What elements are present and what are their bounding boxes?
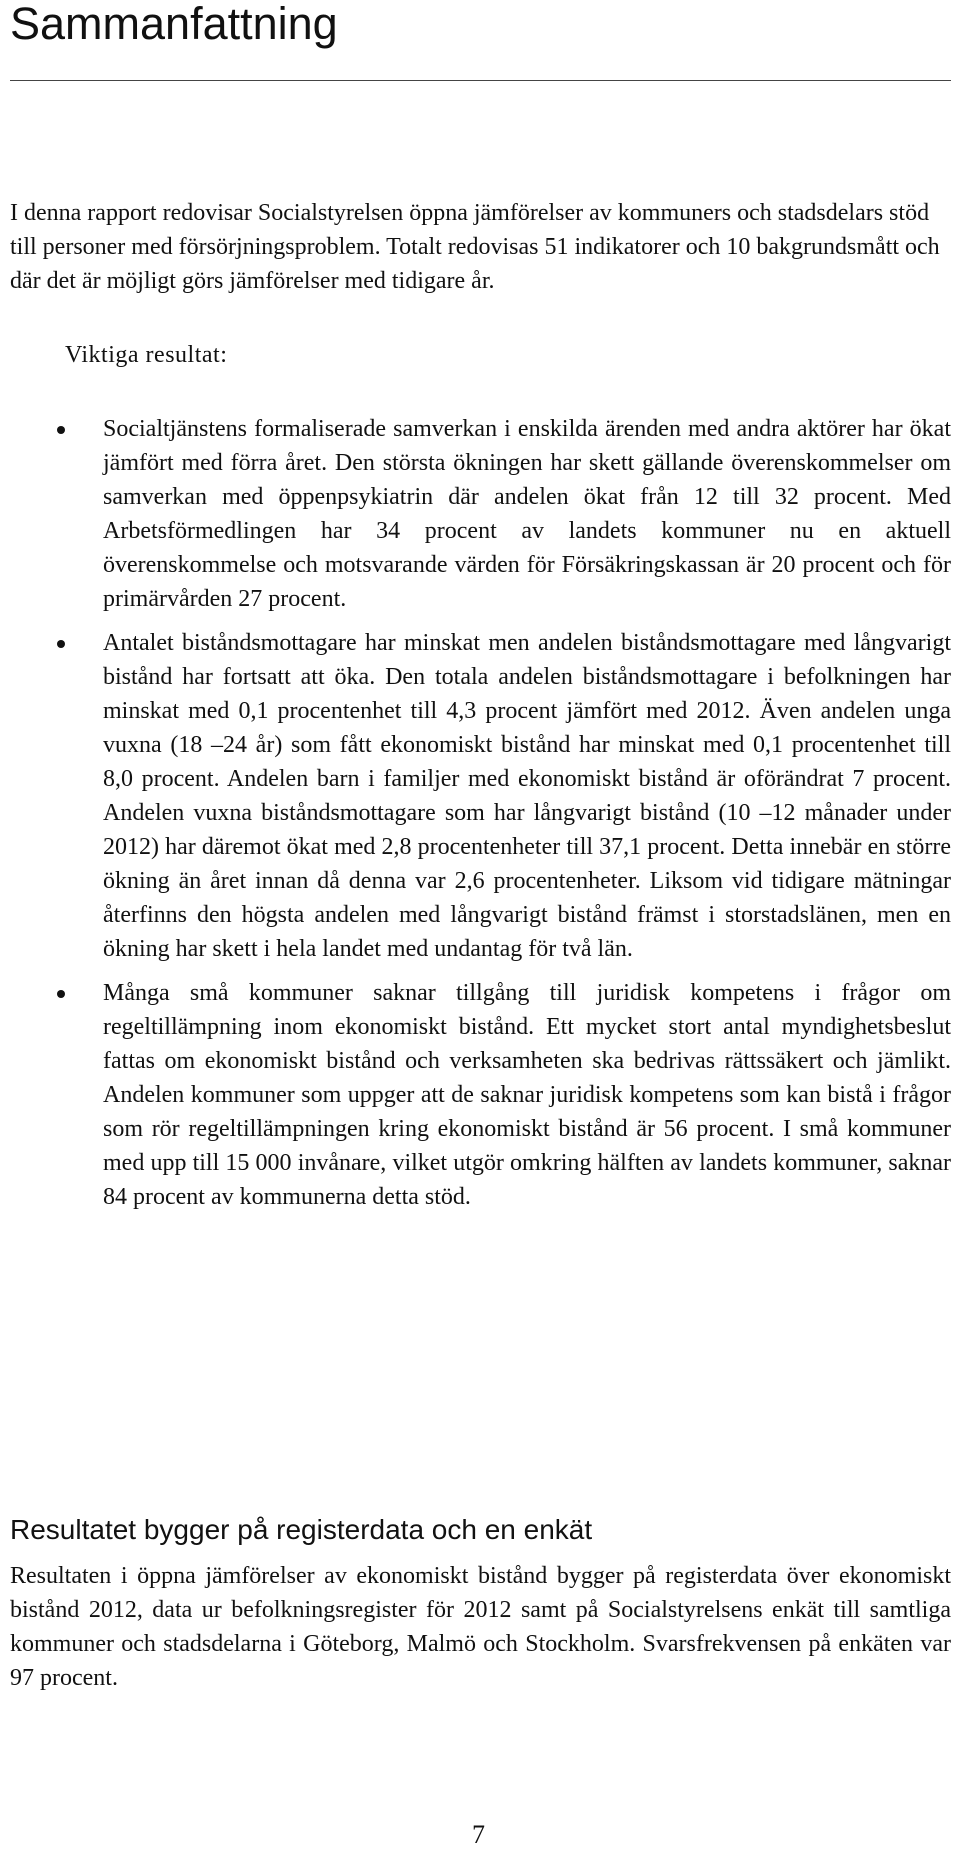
list-item-text: Socialtjänstens formaliserade samverkan i enskilda ärenden med andra aktörer har ökat jämfört med förra året. Den största ökningen har skett gällande överenskommelser om samverkan med öppenpsykiatrin där andelen ökat från 12 till 32 procent. Med Arbetsförmedlingen har 34 procent av landets kommuner nu en aktuell överenskommelse och motsvarande värden för Försäkringskassan är 20 procent och för primärvården 27 procent. <box>103 416 951 612</box>
section-paragraph: Resultaten i öppna jämförelser av ekonomiskt bistånd bygger på registerdata över ekonomiskt bistånd 2012, data ur befolkningsregister för 2012 samt på Socialstyrelsens enkät till samtliga kommuner och stadsdelarna i Göteborg, Malmö och Stockholm. Svarsfrekvensen på enkäten var 97 procent. <box>10 1563 951 1691</box>
bullet-icon <box>57 640 65 648</box>
results-list <box>10 412 951 1224</box>
list-item <box>10 626 951 966</box>
section-heading: Resultatet bygger på registerdata och en enkät <box>10 1514 593 1545</box>
page-title: Sammanfattning <box>10 0 338 49</box>
bullet-icon <box>57 426 65 434</box>
title-divider <box>10 80 951 81</box>
list-item-text: Många små kommuner saknar tillgång till juridisk kompetens i frågor om regeltillämpning inom ekonomiskt bistånd. Ett mycket stort antal myndighetsbeslut fattas om ekonomiskt bistånd och verksamheten ska bedrivas rättssäkert och jämlikt. Andelen kommuner som uppger att de saknar juridisk kompetens som kan bistå i frågor som rör regeltillämpningen kring ekonomiskt bistånd är 56 procent. I små kommuner med upp till 15 000 invånare, vilket utgör omkring hälften av landets kommuner, saknar 84 procent av kommunerna detta stöd. <box>103 980 951 1210</box>
intro-paragraph: I denna rapport redovisar Socialstyrelsen öppna jämförelser av kommuners och stadsdelars stöd till personer med försörjningsproblem. Totalt redovisas 51 indikatorer och 10 bakgrundsmått och där det är möjligt görs jämförelser med tidigare år. <box>10 200 940 294</box>
bullet-icon <box>57 990 65 998</box>
list-item <box>10 412 951 616</box>
list-item-text: Antalet biståndsmottagare har minskat men andelen biståndsmottagare med långvarigt bistånd har fortsatt att öka. Den totala andelen biståndsmottagare i befolkningen har minskat med 0,1 procentenhet till 4,3 procent jämfört med 2012. Även andelen unga vuxna (18 –24 år) som fått ekonomiskt bistånd har minskat med 0,1 procentenhet till 8,0 procent. Andelen barn i familjer med ekonomiskt bistånd är oförändrat 7 procent. Andelen vuxna biståndsmottagare som har långvarigt bistånd (10 –12 månader under 2012) har däremot ökat med 2,8 procentenheter till 37,1 procent. Detta innebär en större ökning än året innan då denna var 2,6 procentenheter. Liksom vid tidigare mätningar återfinns den högsta andelen med långvarigt bistånd främst i storstadslänen, men en ökning har skett i hela landet med undantag för två län. <box>103 630 951 962</box>
results-label: Viktiga resultat: <box>65 342 228 368</box>
page-number: 7 <box>472 1820 485 1849</box>
document-page <box>10 0 951 1858</box>
list-item <box>10 976 951 1214</box>
